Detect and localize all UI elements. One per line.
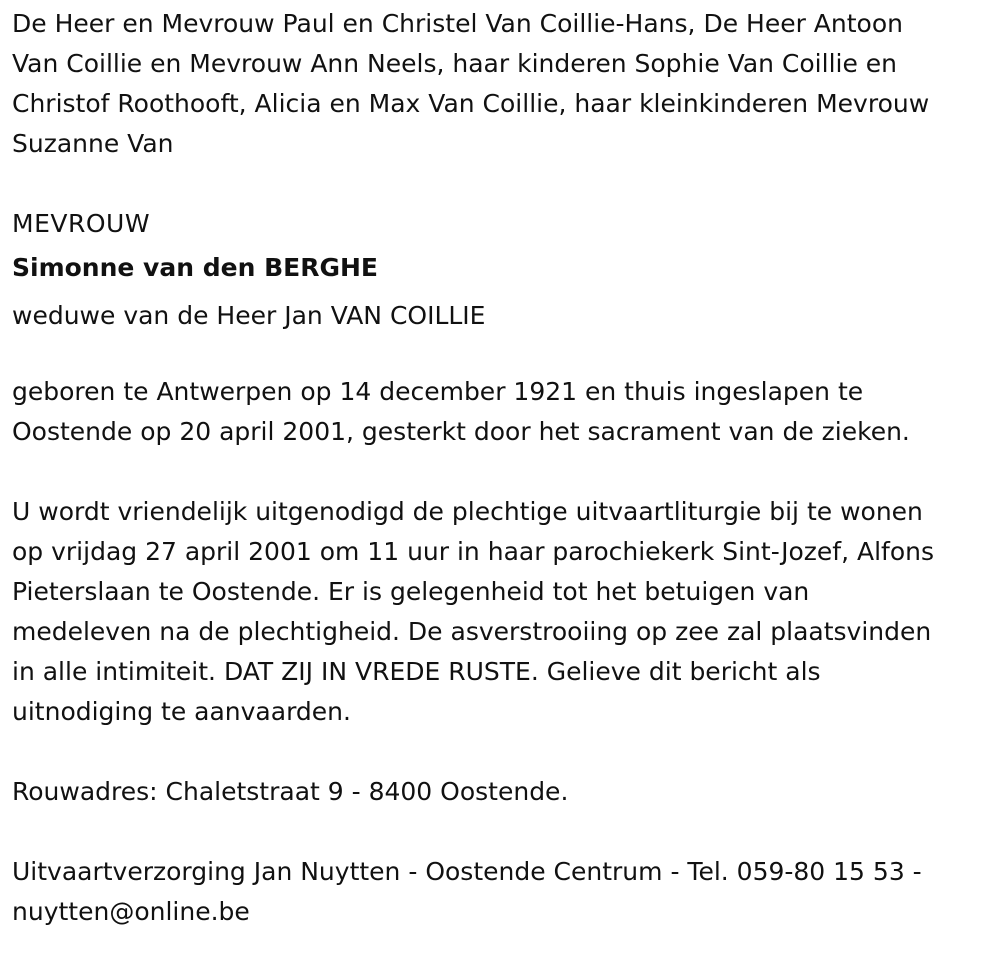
spacer [12, 452, 988, 492]
birth-death-paragraph: geboren te Antwerpen op 14 december 1921 en thuis ingeslapen te Oostende op 20 april 2001, gesterkt door het sacrament van de zieken. [12, 377, 910, 446]
undertaker-email-line [12, 892, 988, 932]
deceased-title: MEVROUW [12, 209, 151, 238]
deceased-relation: weduwe van de Heer Jan VAN COILLIE [12, 301, 486, 330]
spacer [12, 812, 988, 852]
undertaker-email-link[interactable]: nuytten@online.be [12, 897, 250, 926]
address-line: Rouwadres: Chaletstraat 9 - 8400 Oostende. [12, 777, 569, 806]
spacer [12, 340, 988, 372]
invitation-paragraph: U wordt vriendelijk uitgenodigd de plechtige uitvaartliturgie bij te wonen op vrijdag 27 april 2001 om 11 uur in haar parochiekerk Sint-Jozef, Alfons Pieterslaan te Oostende. Er is gelegenheid tot het betuigen van medeleven na de plechtigheid. De asverstrooiing op zee zal plaatsvinden in alle intimiteit. DAT ZIJ IN VREDE RUSTE. Gelieve dit bericht als uitnodiging te aanvaarden. [12, 497, 934, 726]
deceased-name: Simonne van den BERGHE [12, 253, 378, 282]
spacer [12, 164, 988, 204]
spacer [12, 732, 988, 772]
undertaker-line: Uitvaartverzorging Jan Nuytten - Oostende Centrum - Tel. 059-80 15 53 - [12, 857, 922, 886]
family-paragraph: De Heer en Mevrouw Paul en Christel Van Coillie-Hans, De Heer Antoon Van Coillie en Mevrouw Ann Neels, haar kinderen Sophie Van Coillie en Christof Roothooft, Alicia en Max Van Coillie, haar kleinkinderen Mevrouw Suzanne Van [12, 9, 930, 158]
